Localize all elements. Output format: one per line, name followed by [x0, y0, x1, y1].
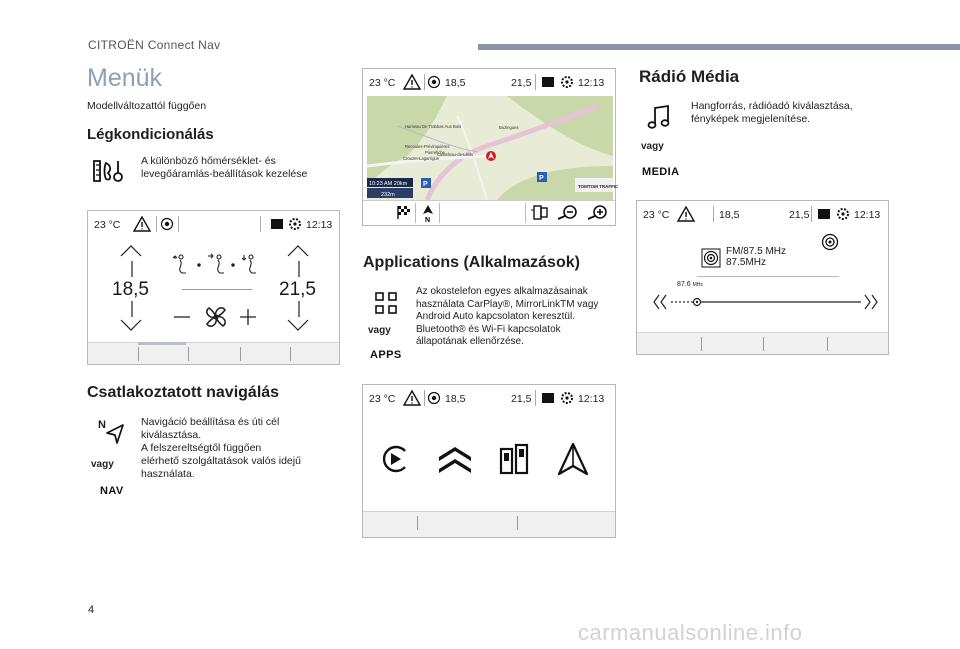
radio-desc-line: fényképek megjelenítése.	[691, 113, 811, 125]
header-bar	[478, 44, 960, 50]
connectivity-icon[interactable]	[427, 391, 441, 405]
checkered-flag-icon[interactable]	[397, 205, 411, 219]
apps-desc-line: Az okostelefon egyes alkalmazásainak	[416, 286, 588, 297]
page-subtitle: Modellváltozattól függően	[87, 100, 207, 112]
apps-bottom-strip	[363, 511, 615, 537]
map-label: Castelnau-de-Lévis	[437, 152, 474, 157]
apps-desc-line: állapotának ellenőrzése.	[416, 336, 524, 347]
radio-or-label: vagy	[641, 141, 664, 152]
left-temp: 18,5	[719, 209, 740, 221]
left-temp-up-icon[interactable]	[120, 245, 142, 257]
nav-desc-line: kiválasztása.	[141, 429, 202, 441]
frequency-value: 87.6	[677, 281, 691, 288]
fan-separator	[182, 289, 252, 290]
nav-or-label: vagy	[91, 459, 114, 470]
nav-desc-line: elérhető szolgáltatások valós idejű	[141, 455, 301, 467]
phone-icon[interactable]	[541, 75, 555, 89]
map-view[interactable]	[367, 96, 619, 200]
nav-description	[141, 416, 351, 481]
radio-bottom-strip	[637, 332, 888, 354]
outside-temp: 23 °C	[94, 219, 121, 231]
apps-desc-line: Bluetooth® és Wi-Fi kapcsolatok	[416, 323, 561, 335]
svg-text:N: N	[425, 217, 431, 224]
map-label: Pierrefiche	[425, 150, 446, 155]
distance-readout: 232m	[381, 192, 395, 198]
apps-heading: Applications (Alkalmazások)	[363, 254, 580, 271]
clock: 12:13	[306, 219, 333, 231]
carplay-icon[interactable]	[379, 443, 411, 475]
station-separator	[697, 276, 839, 277]
phone-icon[interactable]	[541, 391, 555, 405]
apps-desc-line: használata CarPlay®, MirrorLinkTM vagy	[416, 298, 599, 310]
settings-icon[interactable]	[835, 206, 851, 222]
music-note-icon	[647, 104, 671, 130]
right-temp: 21,5	[511, 393, 532, 405]
clock: 12:13	[578, 393, 605, 405]
radio-source-icon[interactable]	[821, 233, 839, 251]
map-label: Hameau De Trabbas Aux Bois	[405, 124, 462, 129]
station-frequency: FM/87.5 MHz	[726, 246, 787, 257]
connectivity-icon[interactable]	[160, 217, 174, 231]
right-temp: 21,5	[789, 209, 810, 221]
status-bar	[363, 69, 615, 95]
frequency-unit: MHz	[692, 282, 703, 288]
climate-bottom-strip	[88, 342, 339, 364]
zoom-in-icon[interactable]	[587, 205, 609, 221]
right-temp-down-icon[interactable]	[287, 319, 309, 331]
status-bar	[637, 201, 888, 227]
radio-screen	[636, 200, 889, 355]
outside-temp: 23 °C	[643, 209, 670, 221]
clock: 12:13	[578, 77, 605, 89]
left-temp-down-icon[interactable]	[120, 319, 142, 331]
climate-description	[141, 155, 341, 181]
map-label: Buzingues	[499, 125, 519, 130]
navigation-arrow-icon	[104, 423, 126, 445]
right-divider-top	[298, 261, 300, 277]
radio-desc-line: Hangforrás, rádióadó kiválasztása,	[691, 100, 853, 112]
watermark: carmanualsonline.info	[578, 620, 803, 645]
fan-speed-control[interactable]	[172, 303, 262, 331]
apps-or-label: vagy	[368, 325, 391, 336]
eta-readout: 10:23 AM 20km	[369, 181, 408, 187]
map-toolbar	[363, 200, 615, 225]
radio-description	[691, 100, 901, 126]
nav-desc-line: használata.	[141, 468, 195, 480]
nav-heading: Csatlakoztatott navigálás	[87, 384, 280, 401]
zoom-out-icon[interactable]	[557, 205, 579, 221]
left-temp: 18,5	[445, 77, 466, 89]
nav-north-letter: N	[98, 419, 106, 431]
tuning-bar[interactable]	[653, 294, 879, 310]
page-number: 4	[88, 604, 95, 616]
warning-icon[interactable]	[403, 74, 421, 90]
left-temp: 18,5	[445, 393, 466, 405]
radio-tag: MEDIA	[642, 166, 680, 178]
outside-temp: 23 °C	[369, 393, 396, 405]
airflow-modes-icon[interactable]	[172, 253, 262, 277]
radio-heading: Rádió Média	[639, 67, 740, 86]
climate-icon	[90, 157, 124, 190]
climate-desc-line2: levegőáramlás-beállítások kezelése	[141, 168, 308, 180]
map-label: Crouzet-Lagarrigue	[403, 156, 440, 161]
warning-icon[interactable]	[677, 206, 695, 222]
mirrorlink-icon[interactable]	[497, 441, 531, 477]
warning-icon[interactable]	[403, 390, 421, 406]
left-divider-top	[131, 261, 133, 277]
apps-desc-line: Android Auto kapcsolaton keresztül.	[416, 311, 575, 322]
north-up-icon[interactable]	[421, 204, 435, 222]
apps-tag: APPS	[370, 349, 402, 361]
apps-grid-icon	[374, 291, 398, 315]
nav-tag: NAV	[100, 485, 124, 497]
climate-desc-line1: A különböző hőmérséklet- és	[141, 155, 276, 167]
parking-icon: P	[539, 175, 544, 182]
apps-screen	[362, 384, 616, 538]
status-bar	[88, 211, 339, 237]
apps-description	[416, 286, 616, 349]
brand-header: CITROËN Connect Nav	[88, 38, 221, 52]
phone-icon[interactable]	[270, 217, 284, 231]
radio-station-icon	[701, 248, 721, 268]
nav-desc-line: Navigáció beállítása és úti cél	[141, 416, 280, 428]
warning-icon[interactable]	[133, 216, 151, 232]
map-options-icon[interactable]	[531, 204, 549, 222]
climate-screen	[87, 210, 340, 365]
nav-desc-line: A felszereltségtől függően	[141, 442, 262, 454]
citroen-chevrons-icon[interactable]	[437, 443, 473, 475]
climate-heading: Légkondicionálás	[87, 126, 214, 143]
settings-icon[interactable]	[287, 216, 303, 232]
frequency-readout	[677, 281, 703, 288]
left-temp-value: 18,5	[112, 279, 149, 300]
page-title: Menük	[87, 64, 163, 92]
left-divider-bottom	[131, 301, 133, 317]
map-screen	[362, 68, 619, 226]
status-bar	[363, 385, 615, 411]
right-divider-bottom	[298, 301, 300, 317]
right-temp-up-icon[interactable]	[287, 245, 309, 257]
settings-icon[interactable]	[559, 390, 575, 406]
map-label: Recoules-Prévinquières	[405, 144, 450, 149]
position-marker	[486, 151, 496, 161]
settings-icon[interactable]	[559, 74, 575, 90]
phone-icon[interactable]	[817, 207, 831, 221]
android-auto-icon[interactable]	[557, 441, 589, 477]
active-tab-indicator	[138, 342, 186, 345]
right-temp: 21,5	[511, 77, 532, 89]
outside-temp: 23 °C	[369, 77, 396, 89]
clock: 12:13	[854, 209, 881, 221]
connectivity-icon[interactable]	[427, 75, 441, 89]
tomtom-logo: TOMTOM TRAFFIC	[578, 184, 619, 189]
right-temp-value: 21,5	[279, 279, 316, 300]
station-name: 87.5MHz	[726, 257, 767, 268]
parking-icon: P	[423, 181, 428, 188]
station-info	[726, 246, 786, 268]
